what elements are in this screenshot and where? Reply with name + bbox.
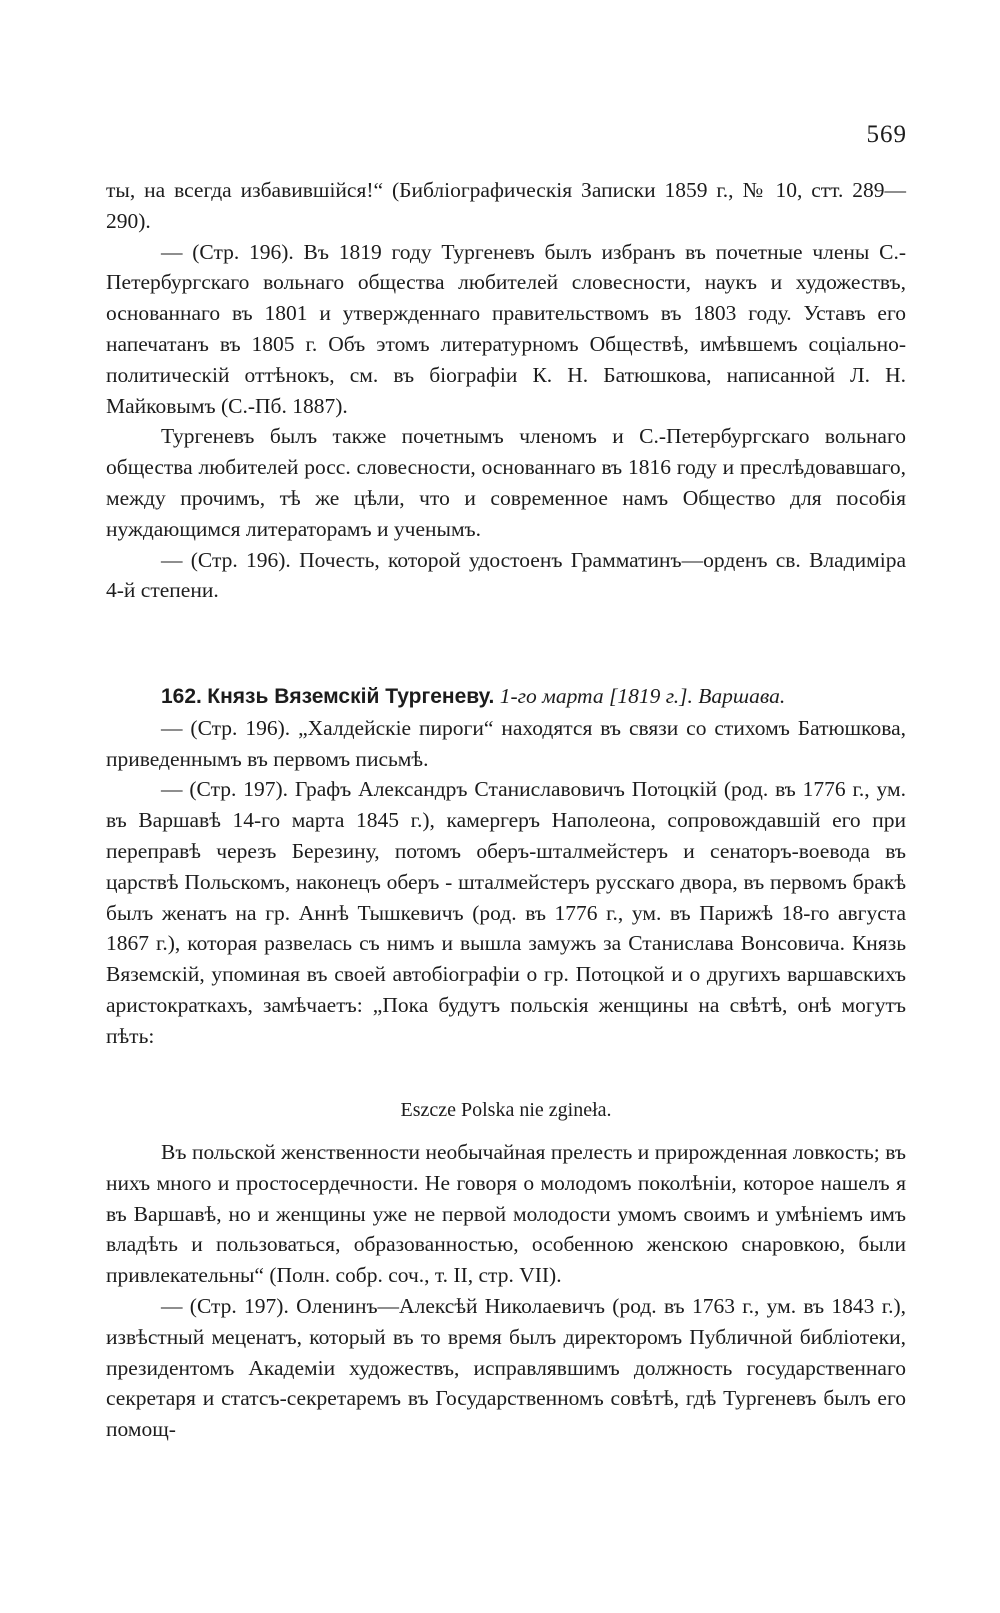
note-paragraph-potocki: — (Стр. 197). Графъ Александръ Станиславовичъ Потоцкій (род. въ 1776 г., ум. въ Варшавѣ 14-го марта 1845 г.), камергеръ Наполеона, сопровождавшій его при переправѣ черезъ Березину, потомъ оберъ-шталмейстеръ и сенаторъ-воевода въ царствѣ Польскомъ, наконецъ оберъ - шталмейстеръ русскаго двора, въ первомъ бракѣ былъ женатъ на гр. Аннѣ Тышкевичъ (род. въ 1776 г., ум. въ Парижѣ 18-го августа 1867 г.), которая развелась съ нимъ и вышла замужъ за Станислава Вонсовича. Князь Вяземскій, упоминая въ своей автобіографіи о гр. Потоцкой и о другихъ варшавскихъ аристократкахъ, замѣчаетъ: „Пока будутъ польскія женщины на свѣтѣ, онѣ могутъ пѣть: [106,777,906,1048]
letter-number: 162. [161,685,202,708]
letter-title: Князь Вяземскій Тургеневу. [207,685,495,708]
note-paragraph-society: — (Стр. 196). Въ 1819 году Тургеневъ былъ избранъ въ почетные члены С.-Петербургскаго вольнаго общества любителей словесности, наукъ и художествъ, основаннаго въ 1801 и утвержденнаго правительствомъ въ 1803 году. Уставъ его напечатанъ въ 1805 г. Объ этомъ литературномъ Обществѣ, имѣвшемъ соціально-политическій оттѣнокъ, см. въ біографіи К. Н. Батюшкова, написанной Л. Н. Майковымъ (С.-Пб. 1887). [106,239,906,418]
letter-date: 1-го марта [1819 г.]. Варшава. [499,684,786,708]
quote-line: Eszcze Polska nie zgineła. [400,1099,612,1121]
page-number: 569 [866,121,907,148]
note-paragraph-membership: Тургеневъ былъ также почетнымъ членомъ и С.-Петербургскаго вольнаго общества любителей росс. словесности, основаннаго въ 1816 году и преслѣдовавшаго, между прочимъ, тѣ же цѣли, что и современное намъ Общество для пособія нуждающимся литераторамъ и ученымъ. [106,424,906,541]
paragraph-continuation: ты, на всегда избавившійся!“ (Библіографическія Записки 1859 г., № 10, стт. 289—290). [106,178,906,233]
quote-paragraph-polish-women: Въ польской женственности необычайная прелесть и прирожденная ловкость; въ нихъ много и простосердечности. Не говоря о молодомъ поколѣніи, которое нашелъ я въ Варшавѣ, но и женщины уже не первой молодости умомъ своимъ и умѣніемъ имъ владѣть и пользоваться, образованностью, особенною женскою снаровкою, были привлекательны“ (Полн. собр. соч., т. II, стр. VII). [106,1140,906,1288]
note-paragraph-award: — (Стр. 196). Почесть, которой удостоенъ Грамматинъ—орденъ св. Владиміра 4-й степени. [106,547,906,603]
section-b [106,681,906,1052]
section-a [106,175,906,606]
section-c [106,1137,906,1445]
note-paragraph-chaldean: — (Стр. 196). „Халдейскіе пироги“ находятся въ связи со стихомъ Батюшкова, приведеннымъ въ первомъ письмѣ. [106,715,906,771]
note-paragraph-olenin: — (Стр. 197). Оленинъ—Алексѣй Николаевичъ (род. въ 1763 г., ум. въ 1843 г.), извѣстный меценатъ, который въ то время былъ директоромъ Публичной библіотеки, президентомъ Академіи художествъ, исправлявшимъ должность государственнаго секретаря и статсъ-секретаремъ въ Государственномъ совѣтѣ, гдѣ Тургеневъ былъ его помощ- [106,1293,906,1442]
letter-heading [106,681,906,713]
